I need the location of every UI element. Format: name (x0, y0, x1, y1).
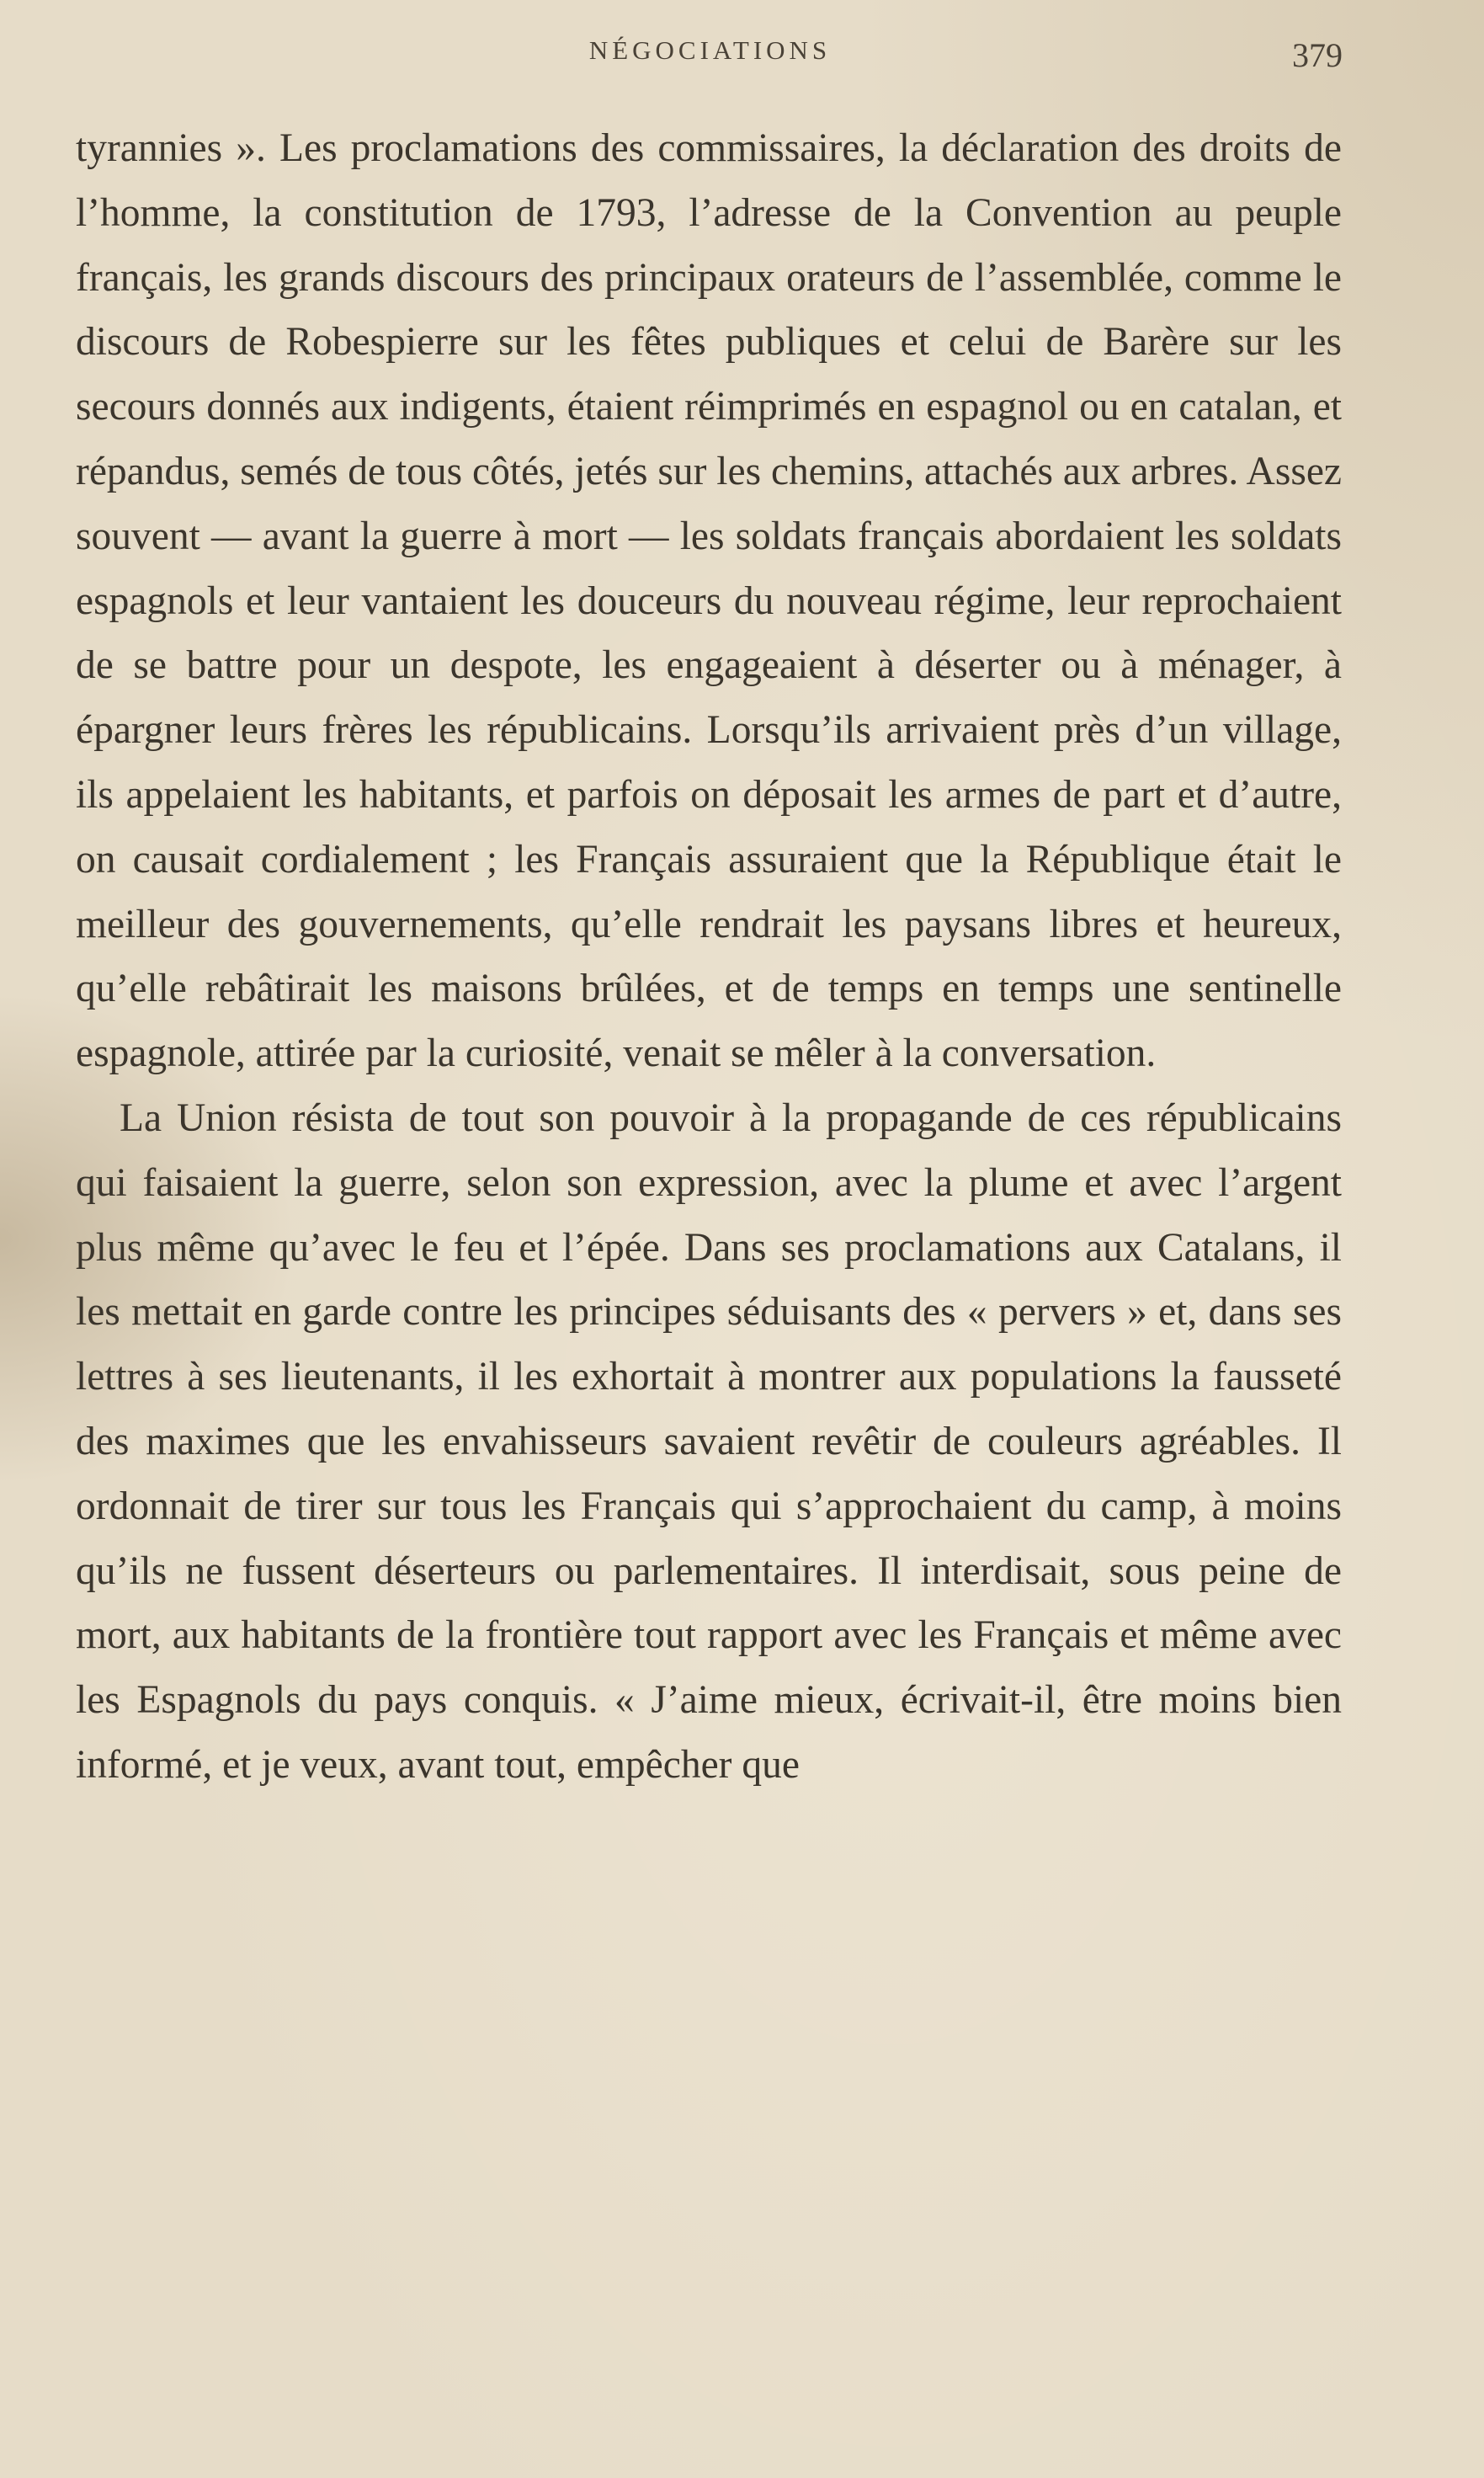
page-number: 379 (1292, 36, 1343, 74)
running-head (77, 35, 1343, 74)
running-title: NÉGOCIATIONS (588, 35, 832, 65)
paragraph-1: tyrannies ». Les proclamations des commissaires, la déclaration des droits de l’homme, la constitution de 1793, l’adresse de la Convention au peuple français, les grands discours des principaux orateurs de l’assemblée, comme le discours de Robespierre sur les fêtes publiques et celui de Barère sur les secours donnés aux indigents, étaient réimprimés en espagnol ou en catalan, et répandus, semés de tous côtés, jetés sur les chemins, attachés aux arbres. Assez souvent — avant la guerre à mort — les soldats français abordaient les soldats espagnols et leur vantaient les douceurs du nouveau régime, leur reprochaient de se battre pour un despote, les engageaient à déserter ou à ménager, à épargner leurs frères les républicains. Lorsqu’ils arrivaient près d’un village, ils appelaient les habitants, et parfois on déposait les armes de part et d’autre, on causait cordialement ; les Français assuraient que la République était le meilleur des gouvernements, qu’elle rendrait les paysans libres et heureux, qu’elle rebâtirait les maisons brûlées, et de temps en temps une sentinelle espagnole, attirée par la curiosité, venait se mêler à la conversation. (76, 126, 1342, 1076)
body-text (76, 116, 1342, 1798)
paragraph-2: La Union résista de tout son pouvoir à la propagande de ces républicains qui faisaient la guerre, selon son expression, avec la plume et avec l’argent plus même qu’avec le feu et l’épée. Dans ses proclamations aux Catalans, il les mettait en garde contre les principes séduisants des « pervers » et, dans ses lettres à ses lieutenants, il les exhortait à montrer aux populations la fausseté des maximes que les envahisseurs savaient revêtir de couleurs agréables. Il ordonnait de tirer sur tous les Français qui s’approchaient du camp, à moins qu’ils ne fussent déserteurs ou parlementaires. Il interdisait, sous peine de mort, aux habitants de la frontière tout rapport avec les Français et même avec les Espagnols du pays conquis. « J’aime mieux, écrivait-il, être moins bien informé, et je veux, avant tout, empêcher que (76, 1095, 1342, 1787)
